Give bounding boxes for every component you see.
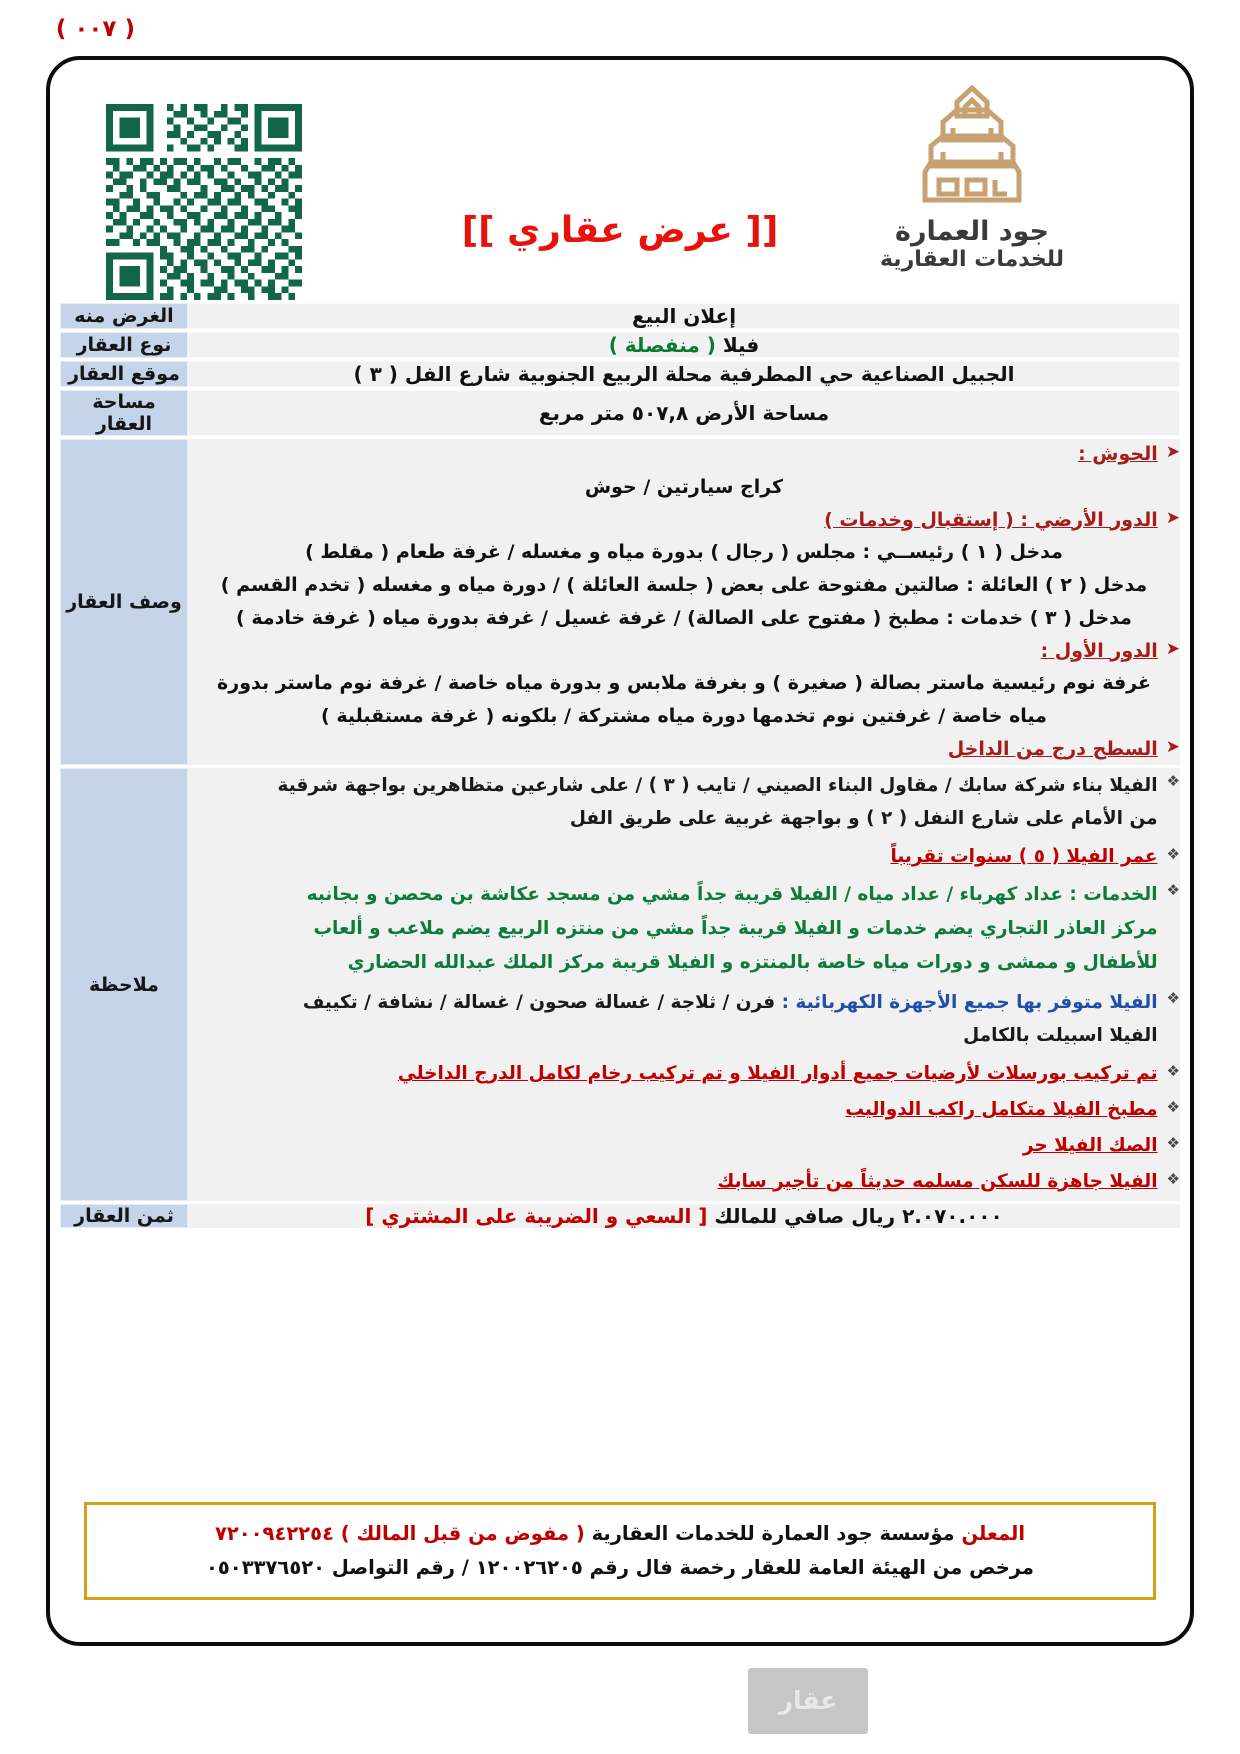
note-body: عمر الفيلا ( ٥ ) سنوات تقريباً (890, 846, 1158, 868)
table-row (60, 390, 1180, 436)
desc-block (188, 439, 1180, 470)
note-item (188, 841, 1180, 873)
table-row (60, 361, 1180, 387)
note-item (188, 985, 1180, 1055)
desc-line: مياه خاصة / غرفتين نوم تخدمها دورة مياه مشتركة / بلكونه ( غرفة مستقبلية ) (321, 705, 1047, 728)
advertisement-card (46, 56, 1194, 1716)
area-value: مساحة الأرض ٥٠٧,٨ متر مربع (188, 390, 1180, 436)
note-body (188, 877, 1158, 980)
qr-code-icon[interactable] (106, 104, 302, 300)
note-item (188, 1130, 1180, 1162)
advertiser-phone: ٧٢٠٠٩٤٢٢٥٤ (214, 1521, 334, 1545)
bullet-icon: ❖ (1166, 881, 1180, 900)
note-line: الفيلا بناء شركة سابك / مقاول البناء الصيني / تايب ( ٣ ) / على شارعين متظاهرين بواجهة شرقية (277, 774, 1158, 796)
bullet-icon: ❖ (1166, 771, 1180, 790)
note-body (188, 768, 1158, 838)
desc-heading: الحوش : (1078, 443, 1158, 465)
note-body: مطبخ الفيلا متكامل راكب الدواليب (845, 1098, 1158, 1120)
price-row (60, 1204, 1180, 1228)
note-line: للأطفال و ممشى و دورات مياه خاصة بالمنتزه و الفيلا قريبة مركز الملك عبدالله الحضاري (347, 951, 1158, 973)
note-line: الفيلا اسبيلت بالكامل (963, 1025, 1158, 1047)
document-header (50, 60, 1190, 292)
arrow-icon: ➤ (1165, 638, 1180, 659)
desc-block (188, 505, 1180, 536)
advertiser-label: المعلن (961, 1521, 1026, 1545)
bullet-icon: ❖ (1166, 988, 1180, 1007)
note-item (188, 877, 1180, 980)
location-value: الجبيل الصناعية حي المطرفية محلة الربيع الجنوبية شارع الفل ( ٣ ) (188, 361, 1180, 387)
table-row (60, 303, 1180, 329)
notes-row (60, 768, 1180, 1202)
purpose-value: إعلان البيع (188, 303, 1180, 329)
description-cell (188, 439, 1180, 765)
purpose-label: الغرض منه (60, 303, 188, 329)
note-body: الصك الفيلا حر (1022, 1134, 1158, 1156)
note-line: من الأمام على شارع النفل ( ٢ ) و بواجهة غربية على طريق الفل (569, 808, 1158, 830)
bullet-icon: ❖ (1166, 845, 1180, 864)
desc-heading: السطح درج من الداخل (947, 737, 1158, 760)
desc-block (188, 734, 1180, 765)
page-code: ( ٠٠٧ ) (55, 16, 135, 42)
brand-subtitle: للخدمات العقارية (879, 247, 1065, 273)
price-amount: ٢.٠٧٠.٠٠٠ ريال صافي للمالك (714, 1204, 1003, 1229)
note-body: الفيلا جاهزة للسكن مسلمه حديثاً من تأجير سابك (717, 1170, 1158, 1192)
table-row (60, 332, 1180, 358)
desc-line: غرفة نوم رئيسية ماستر بصالة ( صغيرة ) و بغرفة ملابس و بدورة مياه خاصة / غرفة نوم ماستر بدورة (217, 672, 1151, 695)
note-line: مركز العاذر التجاري يضم خدمات و الفيلا قريبة جداً مشي من منتزه الربيع يضم ملاعب و ألعاب (313, 917, 1158, 939)
note-item (188, 1058, 1180, 1090)
bullet-icon: ❖ (1166, 1097, 1180, 1116)
note-head: الفيلا متوفر بها جميع الأجهزة الكهربائية : (781, 991, 1158, 1013)
arrow-icon: ➤ (1165, 442, 1180, 462)
desc-line: مدخل ( ١ ) رئيســي : مجلس ( رجال ) بدورة مياه و مغسله / غرفة طعام ( مقلط ) (305, 541, 1063, 564)
watermark: عقار (748, 1668, 868, 1734)
type-value (188, 332, 1180, 358)
advertiser-name: مؤسسة جود العمارة للخدمات العقارية (591, 1521, 955, 1545)
note-item (188, 768, 1180, 838)
bullet-icon: ❖ (1166, 1062, 1180, 1081)
arrow-icon: ➤ (1165, 507, 1180, 528)
price-cell (188, 1204, 1180, 1228)
bullet-icon: ❖ (1166, 1133, 1180, 1152)
notes-label: ملاحظة (60, 768, 188, 1202)
type-value-tag: ( منفصلة ) (608, 333, 716, 357)
desc-line: كراج سيارتين / حوش (584, 475, 784, 498)
desc-block (188, 636, 1180, 667)
note-item (188, 1094, 1180, 1126)
footer-line-2: مرخص من الهيئة العامة للعقار رخصة فال رقم ١٢٠٠٢٦٢٠٥ / رقم التواصل ٠٥٠٣٣٧٦٥٢٠ (206, 1555, 1034, 1579)
note-body: تم تركيب بورسلات لأرضيات جميع أدوار الفيلا و تم تركيب رخام لكامل الدرج الداخلي (397, 1063, 1158, 1085)
desc-heading: الدور الأول : (1040, 639, 1158, 662)
bullet-icon: ❖ (1166, 1169, 1180, 1188)
description-label: وصف العقار (60, 439, 188, 765)
note-line: الخدمات : عداد كهرباء / عداد مياه / الفيلا قريبة جداً مشي من مسجد عكاشة بن محصن و بجانبه (306, 884, 1158, 906)
building-logo-icon (913, 82, 1031, 212)
footer-line-1 (103, 1517, 1137, 1551)
location-label: موقع العقار (60, 361, 188, 387)
footer-box (84, 1502, 1156, 1600)
type-label: نوع العقار (60, 332, 188, 358)
note-item (188, 1166, 1180, 1198)
desc-line: مدخل ( ٣ ) خدمات : مطبخ ( مفتوح على الصالة) / غرفة غسيل / غرفة بدورة مياه ( غرفة خادمة ) (236, 606, 1132, 629)
desc-line: مدخل ( ٢ ) العائلة : صالتين مفتوحة على بعض ( جلسة العائلة ) / دورة مياه و مغسله ( تخدم القسم ) (220, 574, 1148, 597)
brand-name: جود العمارة (895, 216, 1049, 247)
note-body (188, 985, 1158, 1055)
description-row (60, 439, 1180, 765)
type-value-main: فيلا (715, 333, 760, 357)
note-line (188, 987, 1158, 1019)
page-title: [[ عرض عقاري ]] (461, 210, 779, 251)
area-label: مساحة العقار (60, 390, 188, 436)
note-tail: فرن / ثلاجة / غسالة صحون / غسالة / نشافة / تكييف (302, 991, 782, 1013)
advertiser-auth: ( مفوض من قبل المالك ) (340, 1521, 585, 1545)
price-label: ثمن العقار (60, 1204, 188, 1228)
price-note: [ السعي و الضريبة على المشتري ] (365, 1204, 708, 1229)
desc-heading: الدور الأرضي : ( إستقبال وخدمات ) (824, 508, 1158, 531)
arrow-icon: ➤ (1165, 736, 1180, 757)
